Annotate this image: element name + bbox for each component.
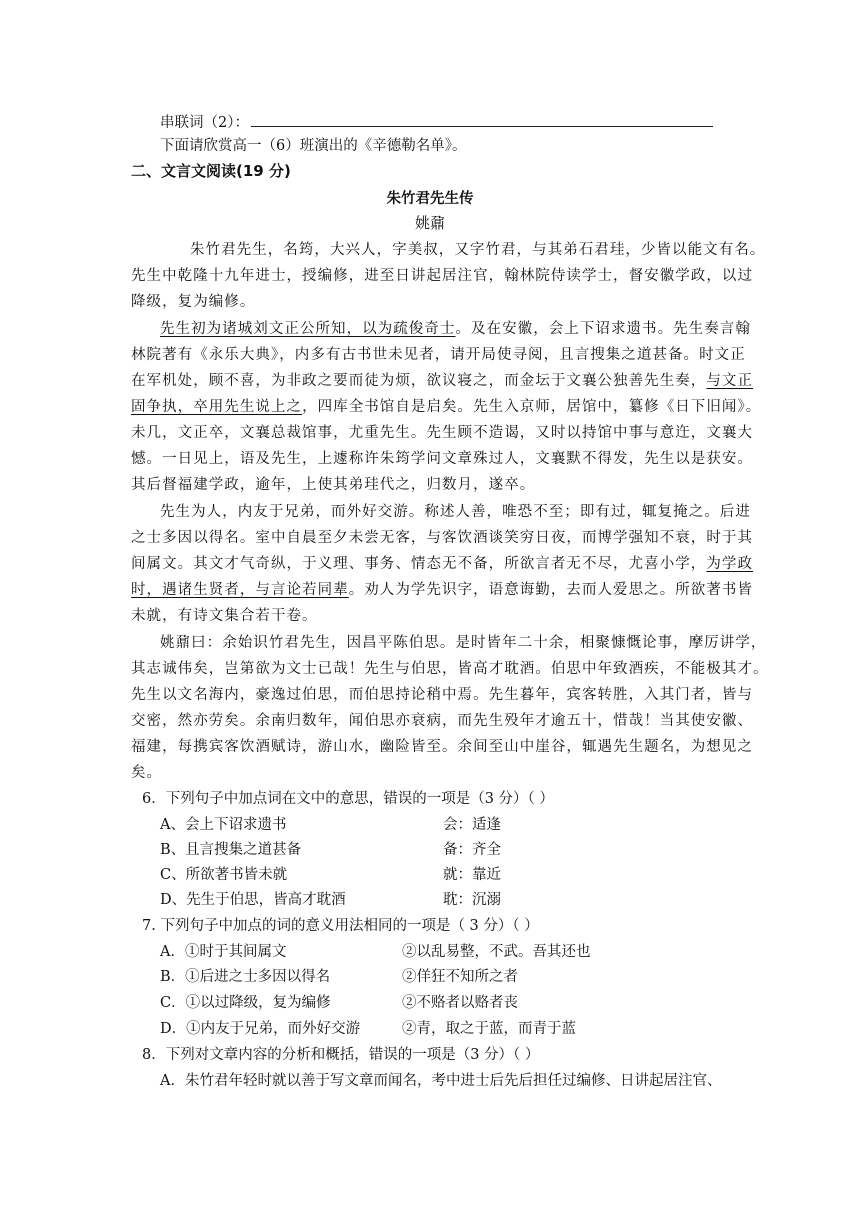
p3-line-4 (131, 580, 753, 600)
connector-label: 串联词（2）： (160, 115, 249, 131)
q6-option-b: B、且言搜集之道甚备 (160, 842, 302, 858)
p4-line-2: 其志诚伟矣，岂第欲为文士已哉！先生与伯思，皆高才耽酒。伯思中年致酒疾，不能极其才。 (131, 661, 769, 677)
q7-option-a: A．①时于其间属文 (160, 944, 287, 960)
p2-line-5: 未几，文正卒，文襄总裁馆事，尤重先生。先生顾不造谒，又时以持馆中事与意迕，文襄大 (131, 425, 753, 441)
q7-option-c-second: ②不赂者以赂者丧 (402, 995, 518, 1011)
p2-line-3-text: 在军机处，顾不喜，为非政之要而徒为烦，欲议寝之，而金坛于文襄公独善先生奏， (131, 373, 707, 389)
q7-option-a-second: ②以乱易整，不武。吾其还也 (402, 944, 591, 960)
underlined-sentence: 与文正 (706, 373, 754, 389)
p4-line-3: 先生以文名海内，豪逸过伯思，而伯思持论稍中焉。先生暮年，宾客转胜，入其门者，皆与 (131, 687, 753, 703)
p4-line-6: 矣。 (131, 765, 163, 781)
q6-option-d-gloss: 耽：沉溺 (443, 892, 501, 908)
question-8-stem: 8．下列对文章内容的分析和概括，错误的一项是（3 分）（ ） (142, 1047, 540, 1063)
p2-line-4-rest: ，四库全书馆自是启矣。先生入京师，居馆中，纂修《日下旧闻》。 (302, 399, 762, 415)
p2-line-1 (160, 319, 751, 339)
p1-line-1: 朱竹君先生，名筠，大兴人，字美叔，又字竹君，与其弟石君珪，少皆以能文有名。 (190, 242, 766, 258)
p2-line-1-rest: 。及在安徽，会上下诏求遗书。先生奏言翰 (455, 321, 751, 337)
question-7-stem: 7. 下列句子中加点的词的意义用法相同的一项是（ 3 分）（ ） (142, 918, 539, 934)
p3-line-3-text: 间属文。其文才气奇纵，于义理、事务、情态无不备，所欲言者无不尽，尤喜小学， (131, 556, 707, 572)
p3-line-4-rest: 。劝人为学先识字，语意诲勤，去而人爱思之。所欲著书皆 (348, 582, 754, 598)
underlined-sentence: 固争执，卒用先生说上之 (131, 399, 303, 415)
section-heading: 二、文言文阅读(19 分) (131, 162, 291, 180)
underlined-sentence: 先生初为诸城刘文正公所知，以为疏俊奇士 (160, 321, 456, 337)
p4-line-5: 福建，每携宾客饮酒赋诗，游山水，幽险皆至。余间至山中崖谷，辄遇先生题名，为想见之 (131, 739, 753, 755)
q6-option-a: A、会上下诏求遗书 (160, 817, 287, 833)
p2-line-4 (131, 397, 761, 417)
q6-option-d: D、先生于伯思，皆高才耽酒 (160, 892, 346, 908)
q7-option-d: D．①内友于兄弟，而外好交游 (160, 1021, 361, 1037)
q7-option-b-second: ②佯狂不知所之者 (402, 969, 518, 985)
p2-line-6: 憾。一日见上，语及先生，上遽称许朱筠学问文章殊过人，文襄默不得发，先生以是获安。 (131, 451, 753, 467)
q7-option-b: B．①后进之士多因以得名 (160, 969, 331, 985)
connector-line (160, 112, 713, 133)
p3-line-5: 未就，有诗文集合若干卷。 (131, 608, 318, 624)
p3-line-3 (131, 554, 753, 574)
q6-option-b-gloss: 备：齐全 (443, 842, 501, 858)
answer-blank (251, 112, 713, 127)
question-6-stem: 6．下列句子中加点词在文中的意思，错误的一项是（3 分）（ ） (142, 791, 554, 807)
p4-line-1: 姚鼐曰：余始识竹君先生，因昌平陈伯思。是时皆年二十余，相聚慷慨论事，摩厉讲学， (160, 635, 767, 651)
p3-line-2: 之士多因以得名。室中自晨至夕未尝无客，与客饮酒谈笑穷日夜，而博学强知不衰，时于其 (131, 530, 753, 546)
p4-line-4: 交密，然亦劳矣。余南归数年，闻伯思亦衰病，而先生殁年才逾五十，惜哉！当其使安徽、 (131, 713, 753, 729)
q8-option-a: A．朱竹君年轻时就以善于写文章而闻名，考中进士后先后担任过编修、日讲起居注官、 (160, 1073, 722, 1089)
q7-option-d-second: ②青，取之于蓝，而青于蓝 (402, 1021, 576, 1037)
p1-line-3: 降级，复为编修。 (131, 294, 256, 310)
p3-line-1: 先生为人，内友于兄弟，而外好交游。称述人善，唯恐不至；即有过，辄复掩之。后进 (160, 504, 751, 520)
show-line: 下面请欣赏高一（6）班演出的《辛德勒名单》。 (160, 138, 467, 154)
q7-option-c: C．①以过降级，复为编修 (160, 995, 331, 1011)
article-title: 朱竹君先生传 (386, 190, 474, 207)
underlined-sentence: 为学政 (706, 556, 754, 572)
q6-option-c-gloss: 就：靠近 (443, 867, 501, 883)
p2-line-7: 其后督福建学政，逾年，上使其弟珪代之，归数月，遂卒。 (131, 477, 536, 493)
underlined-sentence: 时，遇诸生贤者，与言论若同辈 (131, 582, 349, 598)
p2-line-2: 林院著有《永乐大典》，内多有古书世未见者，请开局使寻阅，且言搜集之道甚备。时文正 (131, 347, 746, 363)
article-author: 姚鼐 (414, 214, 445, 232)
p2-line-3 (131, 371, 753, 391)
q6-option-c: C、所欲著书皆未就 (160, 867, 288, 883)
p1-line-2: 先生中乾隆十九年进士，授编修，进至日讲起居注官，翰林院侍读学士，督安徽学政，以过 (131, 268, 753, 284)
q6-option-a-gloss: 会：适逢 (443, 817, 501, 833)
